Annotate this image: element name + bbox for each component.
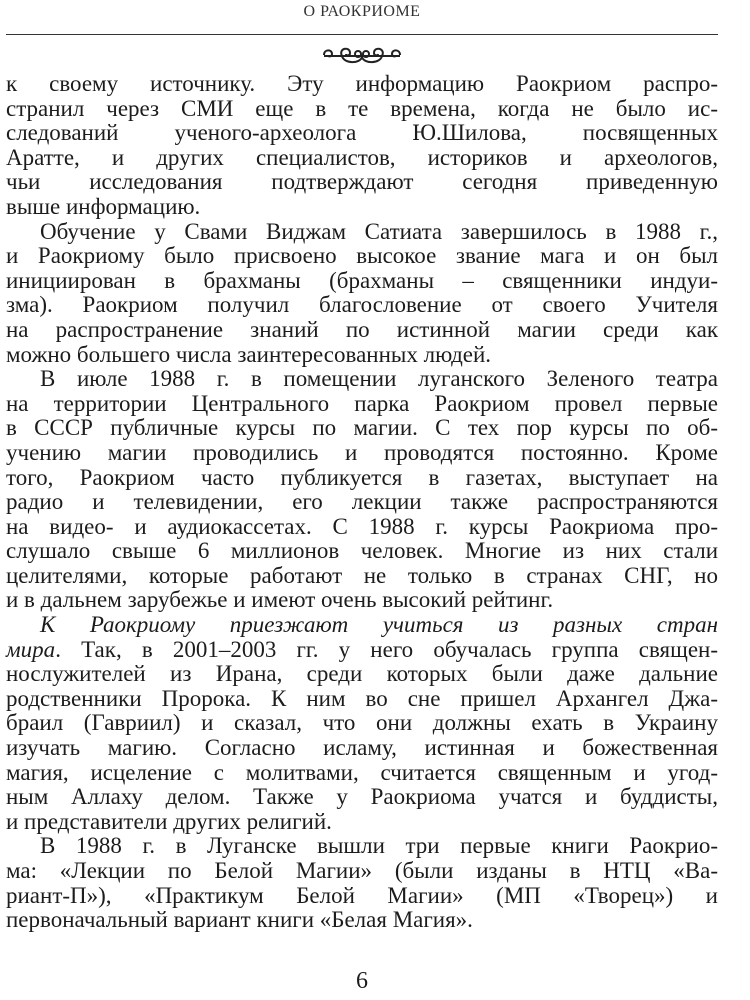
- text-line: риант-П»), «Практикум Белой Магии» (МП «Творец») и: [6, 882, 718, 908]
- text-line: и в дальнем зарубежье и имеют очень высокий рейтинг.: [6, 587, 554, 613]
- text-line: учению магии проводились и проводятся постоянно. Кроме: [6, 439, 718, 465]
- text-line: браил (Гавриил) и сказал, что они должны ехать в Украину: [6, 710, 718, 736]
- italic-emphasis: К Раокриому приезжают учиться из разных стран: [40, 612, 718, 638]
- text-line: в СССР публичные курсы по магии. С тех пор курсы по об-: [6, 415, 718, 441]
- text-line: на распространение знаний по истинной магии среди как: [6, 316, 718, 342]
- text-line: [6, 638, 718, 663]
- text-line: можно большего числа заинтересованных людей.: [6, 341, 492, 367]
- text-line: и представители других религий.: [6, 808, 332, 834]
- text-line: целителями, которые работают не только в странах СНГ, но: [6, 562, 718, 588]
- text-line: того, Раокриом часто публикуется в газетах, выступает на: [6, 464, 718, 490]
- text-line: на территории Центрального парка Раокриом провел первые: [6, 390, 718, 416]
- italic-emphasis: мира: [6, 636, 56, 662]
- text-line: В 1988 г. в Луганске вышли три первые книги Раокрио-: [40, 833, 718, 859]
- text-line: [6, 613, 718, 638]
- text-line: родственники Пророка. К ним во сне пришел Архангел Джа-: [6, 685, 718, 711]
- page-number: 6: [356, 968, 368, 994]
- paragraph: [6, 834, 718, 932]
- text-line: нослужителей из Ирана, среди которых были даже дальние: [6, 661, 718, 687]
- text-line: чьи исследования подтверждают сегодня приведенную: [6, 169, 718, 195]
- text-line: зма). Раокриом получил благословение от своего Учителя: [6, 292, 718, 318]
- text-line: Обучение у Свами Виджам Сатиата завершилось в 1988 г.,: [40, 218, 718, 244]
- paragraph: [6, 220, 718, 368]
- text-line: на видео- и аудиокассетах. С 1988 г. курсы Раокриома про-: [6, 513, 718, 539]
- text-line: и Раокриому было присвоено высокое звание мага и он был: [6, 243, 718, 269]
- text-line: следований ученого-археолога Ю.Шилова, посвященных: [6, 120, 718, 146]
- text-line: радио и телевидении, его лекции также распространяются: [6, 489, 718, 515]
- text-line: В июле 1988 г. в помещении луганского Зеленого театра: [40, 366, 718, 392]
- ornament-flourish-icon: [320, 44, 404, 66]
- text-line: изучать магию. Согласно исламу, истинная и божественная: [6, 735, 718, 761]
- text-line: ма: «Лекции по Белой Магии» (были изданы в НТЦ «Ва-: [6, 858, 718, 883]
- text-line: слушало свыше 6 миллионов человек. Многие из них стали: [6, 538, 718, 564]
- text-run: . Так, в 2001–2003 гг. у него обучалась группа священ-: [55, 636, 718, 662]
- paragraph: [6, 72, 718, 220]
- text-line: ным Аллаху делом. Также у Раокриома учатся и буддисты,: [6, 784, 718, 810]
- text-line: выше информацию.: [6, 193, 201, 219]
- header-rule: [6, 34, 718, 35]
- text-line: первоначальный вариант книги «Белая Магия».: [6, 907, 473, 933]
- text-line: странил через СМИ еще в те времена, когда не было ис-: [6, 95, 718, 121]
- running-header: О РАОКРИОМЕ: [303, 3, 421, 20]
- text-line: Аратте, и других специалистов, историков и археологов,: [6, 144, 718, 170]
- paragraph: [6, 613, 718, 834]
- text-line: магия, исцеление с молитвами, считается священным и угод-: [6, 759, 718, 785]
- text-line: к своему источнику. Эту информацию Раокриом распро-: [6, 71, 718, 96]
- paragraph: [6, 367, 718, 613]
- body-text: [6, 72, 718, 933]
- text-line: инициирован в брахманы (брахманы – священники индуи-: [6, 267, 718, 293]
